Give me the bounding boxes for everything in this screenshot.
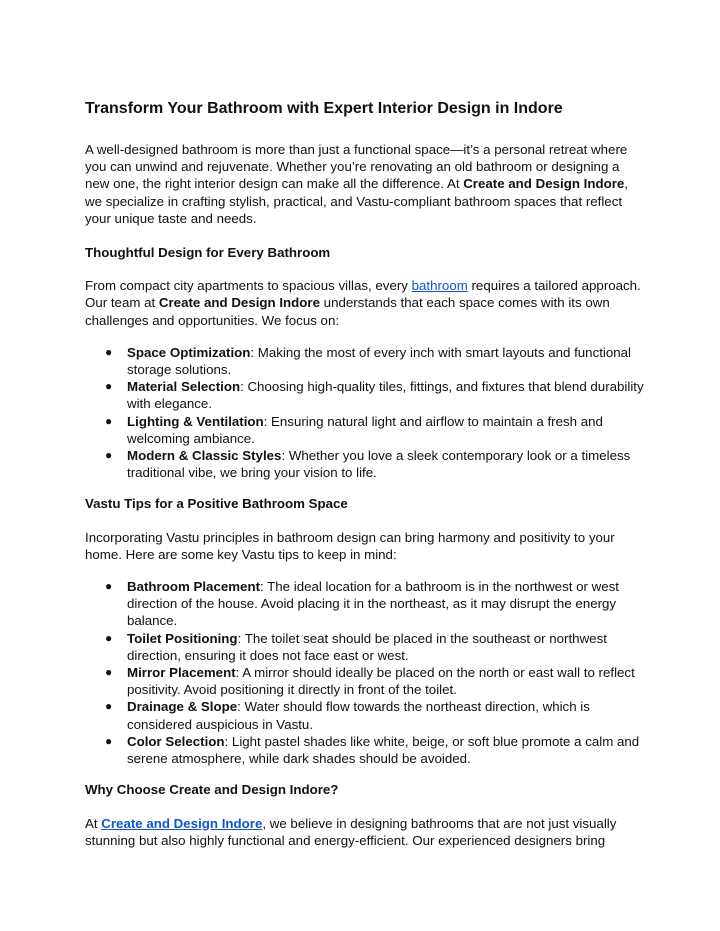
- bullet-icon: ●: [105, 413, 113, 428]
- list-item: [85, 664, 645, 698]
- list-item-desc: : Whether you love a sleek contemporary look or a timeless traditional vibe, we bring your vision to life.: [127, 448, 631, 481]
- list-item-desc: : The toilet seat should be placed in the southeast or northwest direction, ensuring it does not face east or west.: [127, 630, 607, 663]
- list-item-term: Bathroom Placement: [127, 579, 261, 595]
- list-item-term: Mirror Placement: [127, 665, 236, 681]
- list-item-desc: : Making the most of every inch with smart layouts and functional storage solutions.: [127, 344, 632, 378]
- list-item: [85, 413, 645, 447]
- list-item-desc: : A mirror should ideally be placed on the north or east wall to reflect positivity. Avoid positioning it directly in front of the toilet.: [127, 665, 635, 698]
- list-item-term: Toilet Positioning: [127, 630, 238, 646]
- list-item-desc: : Water should flow towards the northeast direction, which is considered auspicious in Vastu.: [127, 699, 590, 732]
- list-item-desc: : The ideal location for a bathroom is in the northwest or west direction of the house. Avoid placing it in the northeast, as it may disrupt the energy balance.: [127, 579, 619, 629]
- design-text: From compact city apartments to spacious villas, every: [85, 278, 412, 294]
- vastu-intro-paragraph: Incorporating Vastu principles in bathroom design can bring harmony and positivity to your home. Here are some key Vastu tips to keep in mind:: [85, 529, 615, 562]
- list-item: [85, 344, 645, 378]
- intro-company-name: Create and Design Indore: [463, 176, 625, 192]
- page-title: Transform Your Bathroom with Expert Interior Design in Indore: [85, 100, 563, 117]
- list-item: [85, 578, 645, 630]
- list-item: [85, 630, 645, 664]
- design-paragraph: [85, 277, 645, 329]
- intro-text: A well-designed bathroom is more than just a functional space—it’s a personal retreat where you can unwind and rejuvenate. Whether you’re renovating an old bathroom or designing a new one, the right interior design can make all the difference. At: [85, 142, 628, 192]
- bullet-icon: ●: [105, 665, 113, 680]
- list-item-term: Modern & Classic Styles: [127, 448, 282, 464]
- company-link-label[interactable]: Create and Design Indore: [101, 815, 263, 831]
- list-item-desc: : Choosing high-quality tiles, fittings, and fixtures that blend durability with elegance.: [127, 379, 644, 412]
- bathroom-link[interactable]: bathroom: [411, 278, 468, 294]
- list-item-term: Space Optimization: [127, 344, 251, 360]
- design-company-name: Create and Design Indore: [158, 295, 320, 311]
- bullet-icon: ●: [105, 579, 113, 594]
- list-item: [85, 733, 645, 767]
- section-heading-vastu: Vastu Tips for a Positive Bathroom Space: [85, 496, 348, 512]
- list-item-term: Drainage & Slope: [127, 699, 238, 715]
- intro-text-end: , we specialize in crafting stylish, practical, and Vastu-compliant bathroom spaces that reflect your unique taste and needs.: [85, 176, 628, 226]
- list-item-term: Material Selection: [127, 379, 241, 395]
- list-item: [85, 447, 645, 481]
- why-choose-paragraph: [85, 815, 645, 849]
- bullet-icon: ●: [105, 344, 113, 359]
- section-heading-why-choose: Why Choose Create and Design Indore?: [85, 782, 339, 798]
- list-item: [85, 378, 645, 412]
- bullet-icon: ●: [105, 733, 113, 748]
- vastu-tips-list: [85, 578, 645, 767]
- bullet-icon: ●: [105, 630, 113, 645]
- section-heading-design: Thoughtful Design for Every Bathroom: [85, 245, 331, 261]
- list-item: [85, 698, 645, 732]
- design-focus-list: [85, 344, 645, 482]
- document-body: [85, 98, 645, 861]
- company-link[interactable]: [101, 816, 262, 831]
- list-item-term: Color Selection: [127, 733, 225, 749]
- intro-paragraph: [85, 141, 645, 227]
- bullet-icon: ●: [105, 699, 113, 714]
- list-item-term: Lighting & Ventilation: [127, 413, 264, 429]
- list-item-desc: : Light pastel shades like white, beige, or soft blue promote a calm and serene atmosphere, while dark shades should be avoided.: [127, 733, 640, 767]
- design-text-end: understands that each space comes with its own challenges and opportunities. We focus on:: [85, 295, 610, 328]
- list-item-desc: : Ensuring natural light and airflow to maintain a fresh and welcoming ambiance.: [127, 413, 603, 446]
- why-text-end: , we believe in designing bathrooms that are not just visually stunning but also highly functional and energy-efficient. Our experienced designers bring: [85, 815, 617, 848]
- design-text-mid: requires a tailored approach. Our team at: [85, 278, 641, 311]
- bullet-icon: ●: [105, 448, 113, 463]
- bullet-icon: ●: [105, 379, 113, 394]
- why-text: At: [85, 815, 102, 831]
